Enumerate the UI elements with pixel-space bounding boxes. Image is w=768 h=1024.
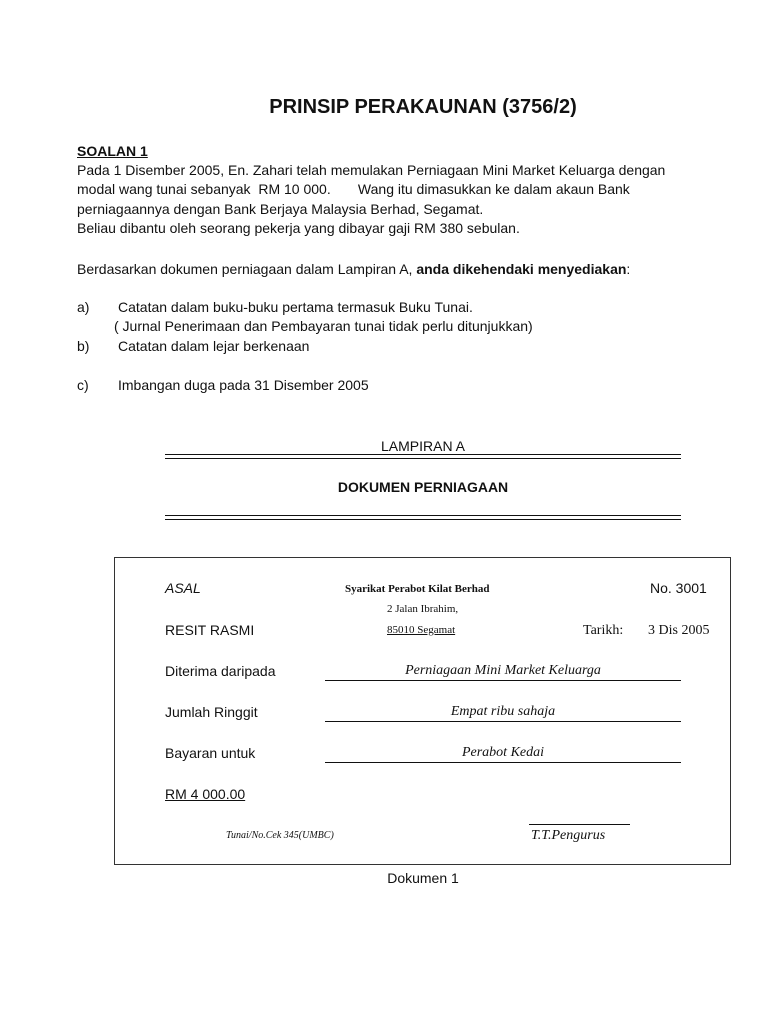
instruction-text: Berdasarkan dokumen perniagaan dalam Lampiran A, — [77, 261, 417, 277]
received-from-label: Diterima daripada — [165, 663, 276, 679]
question-line-1: Pada 1 Disember 2005, En. Zahari telah memulakan Perniagaan Mini Market Keluarga dengan — [77, 162, 666, 178]
instruction-bold: anda dikehendaki menyediakan — [416, 261, 627, 277]
appendix-heading: DOKUMEN PERNIAGAAN — [337, 479, 509, 495]
item-b-letter: b) — [77, 338, 90, 354]
receipt-title: RESIT RASMI — [165, 622, 255, 638]
receipt-address-2: 85010 Segamat — [387, 624, 456, 636]
receipt-date-label: Tarikh: — [583, 623, 624, 638]
double-rule-top — [165, 454, 681, 459]
item-c-letter: c) — [77, 377, 89, 393]
appendix-label: LAMPIRAN A — [380, 438, 466, 454]
receipt-asal: ASAL — [165, 580, 201, 596]
item-a-note: ( Jurnal Penerimaan dan Pembayaran tunai tidak perlu ditunjukkan) — [114, 318, 533, 334]
amount-words-label: Jumlah Ringgit — [165, 704, 258, 720]
item-a-text: Catatan dalam buku-buku pertama termasuk Buku Tunai. — [118, 299, 473, 315]
receipt-date-value: 3 Dis 2005 — [648, 623, 710, 638]
payment-for-value: Perabot Kedai — [325, 745, 681, 763]
item-b-text: Catatan dalam lejar berkenaan — [118, 338, 310, 354]
receipt-company: Syarikat Perabot Kilat Berhad — [345, 583, 490, 595]
page-title: PRINSIP PERAKAUNAN (3756/2) — [269, 96, 577, 118]
item-a-letter: a) — [77, 299, 90, 315]
question-heading: SOALAN 1 — [77, 143, 148, 159]
payment-for-label: Bayaran untuk — [165, 745, 256, 761]
receipt-amount: RM 4 000.00 — [165, 786, 246, 802]
received-from-value: Perniagaan Mini Market Keluarga — [325, 663, 681, 681]
payment-note: Tunai/No.Cek 345(UMBC) — [226, 830, 334, 841]
instruction-paragraph — [77, 260, 737, 279]
instruction-colon: : — [626, 261, 631, 277]
receipt-number: No. 3001 — [650, 580, 707, 596]
double-rule-bottom — [165, 515, 681, 520]
question-line-2: modal wang tunai sebanyak RM 10 000. Wang itu dimasukkan ke dalam akaun Bank — [77, 181, 630, 197]
amount-words-value: Empat ribu sahaja — [325, 704, 681, 722]
item-c-text: Imbangan duga pada 31 Disember 2005 — [118, 377, 369, 393]
document-caption: Dokumen 1 — [387, 870, 459, 886]
signature-line — [529, 824, 630, 825]
receipt-address-1: 2 Jalan Ibrahim, — [387, 603, 459, 615]
signature-text: T.T.Pengurus — [531, 828, 606, 843]
question-line-3: perniagaannya dengan Bank Berjaya Malaysia Berhad, Segamat. — [77, 201, 484, 217]
question-line-4: Beliau dibantu oleh seorang pekerja yang dibayar gaji RM 380 sebulan. — [77, 220, 520, 236]
